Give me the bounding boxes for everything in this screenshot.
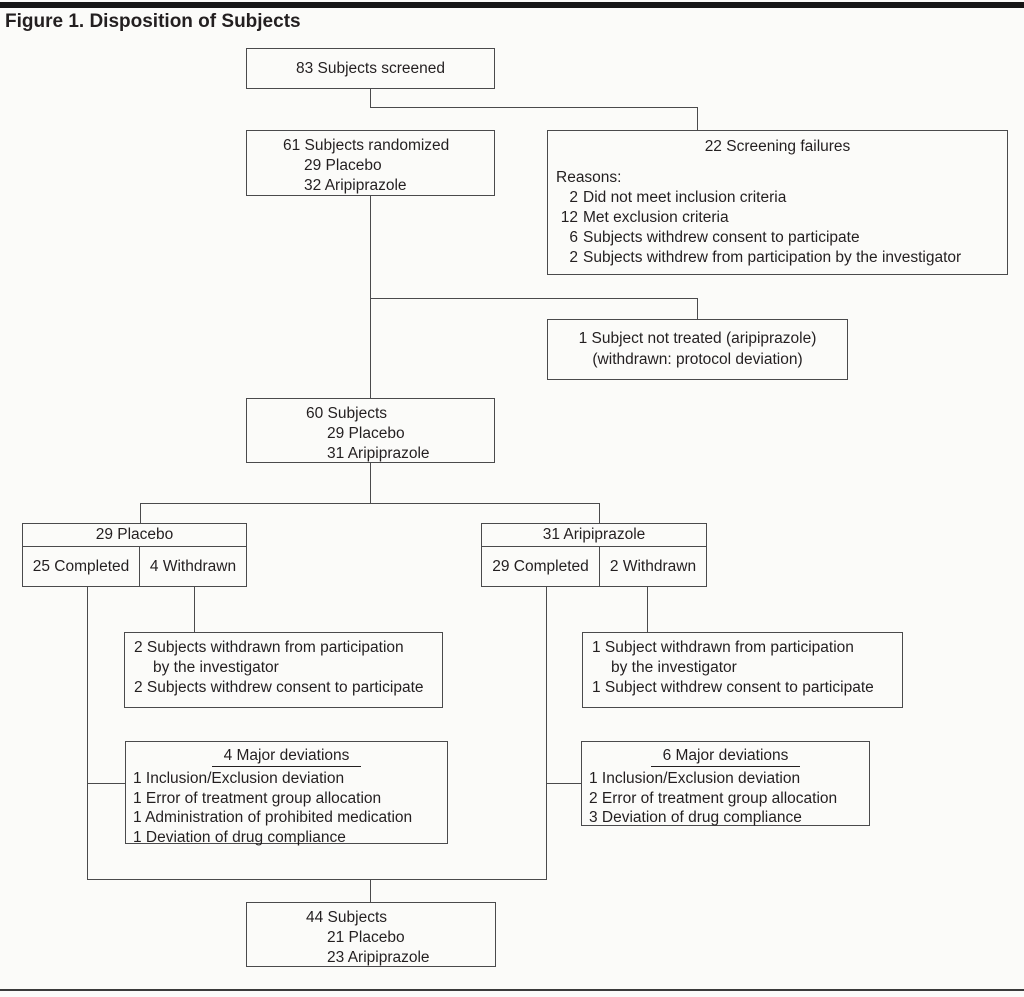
deviation-item: 1 Inclusion/Exclusion deviation bbox=[133, 770, 345, 787]
connector-treated-down bbox=[370, 462, 371, 504]
item-text: Did not meet inclusion criteria bbox=[583, 189, 787, 206]
connector-screening-branch bbox=[370, 107, 698, 108]
treated-aripiprazole: 31 Aripiprazole bbox=[327, 445, 430, 462]
treated-placebo: 29 Placebo bbox=[327, 425, 405, 442]
placebo-completed-cell bbox=[23, 547, 140, 586]
item-text: Met exclusion criteria bbox=[583, 209, 729, 226]
placebo-withdrawal-line1: 2 Subjects withdrawn from participation bbox=[134, 639, 404, 656]
screening-failures-title: 22 Screening failures bbox=[704, 138, 851, 155]
top-rule bbox=[0, 2, 1024, 8]
placebo-withdrawn-cell bbox=[140, 547, 246, 586]
box-screening-failures bbox=[547, 130, 1008, 275]
screening-failure-item bbox=[548, 188, 1007, 208]
item-text: Subjects withdrew consent to participate bbox=[583, 229, 860, 246]
item-count: 2 bbox=[569, 249, 578, 266]
connector-placebo-withdrawn-down bbox=[194, 586, 195, 633]
aripiprazole-deviations-title bbox=[582, 746, 869, 767]
connector-placebo-deviations-link bbox=[87, 783, 125, 784]
placebo-deviations-title-text: 4 Major deviations bbox=[212, 746, 362, 767]
placebo-deviations-title bbox=[126, 746, 447, 767]
item-count: 2 bbox=[569, 189, 578, 206]
connector-aripiprazole-deviations-link bbox=[546, 783, 582, 784]
deviation-item: 3 Deviation of drug compliance bbox=[589, 809, 802, 826]
aripiprazole-group-cells bbox=[482, 547, 706, 586]
connector-aripiprazole-withdrawn-down bbox=[647, 586, 648, 633]
completers-placebo: 21 Placebo bbox=[327, 929, 405, 946]
figure-title: Figure 1. Disposition of Subjects bbox=[5, 11, 301, 32]
randomized-total: 61 Subjects randomized bbox=[283, 137, 450, 154]
screening-failure-item bbox=[548, 208, 1007, 228]
table-aripiprazole-group bbox=[481, 523, 707, 587]
connector-placebo-completed-down bbox=[87, 586, 88, 880]
connector-screening-drop bbox=[697, 107, 698, 131]
box-aripiprazole-withdrawal-reasons bbox=[582, 632, 903, 708]
box-aripiprazole-major-deviations bbox=[581, 741, 870, 826]
placebo-group-header bbox=[23, 524, 246, 547]
item-count: 6 bbox=[569, 229, 578, 246]
item-text: Subjects withdrew from participation by the investigator bbox=[583, 249, 962, 266]
aripiprazole-withdrawn-cell bbox=[600, 547, 706, 586]
randomized-aripiprazole: 32 Aripiprazole bbox=[304, 177, 407, 194]
connector-placebo-drop bbox=[140, 503, 141, 524]
box-study-completers bbox=[246, 902, 496, 967]
placebo-withdrawal-line3: 2 Subjects withdrew consent to participate bbox=[134, 679, 424, 696]
treated-total: 60 Subjects bbox=[306, 405, 387, 422]
deviation-item: 1 Administration of prohibited medication bbox=[133, 809, 413, 826]
aripiprazole-withdrawn-label: 2 Withdrawn bbox=[609, 557, 697, 575]
placebo-completed-label: 25 Completed bbox=[32, 557, 130, 575]
screening-failures-reasons-label: Reasons: bbox=[556, 169, 622, 186]
connector-completers-drop bbox=[370, 879, 371, 903]
placebo-group-cells bbox=[23, 547, 246, 586]
aripiprazole-group-header bbox=[482, 524, 706, 547]
connector-completers-join bbox=[87, 879, 547, 880]
aripiprazole-deviations-title-text: 6 Major deviations bbox=[651, 746, 801, 767]
placebo-withdrawn-label: 4 Withdrawn bbox=[149, 557, 237, 575]
deviation-item: 1 Inclusion/Exclusion deviation bbox=[589, 770, 801, 787]
box-placebo-major-deviations bbox=[125, 741, 448, 844]
placebo-withdrawal-line2: by the investigator bbox=[153, 659, 279, 676]
not-treated-line2: (withdrawn: protocol deviation) bbox=[592, 351, 803, 368]
placebo-group-label: 29 Placebo bbox=[95, 526, 174, 543]
connector-screened-down bbox=[370, 89, 371, 108]
screening-failure-item bbox=[548, 228, 1007, 248]
not-treated-line1: 1 Subject not treated (aripiprazole) bbox=[578, 330, 817, 347]
aripiprazole-completed-label: 29 Completed bbox=[492, 557, 589, 575]
connector-aripiprazole-drop bbox=[599, 503, 600, 524]
box-subjects-screened bbox=[246, 48, 495, 89]
aripiprazole-withdrawal-line2: by the investigator bbox=[611, 659, 737, 676]
aripiprazole-withdrawal-line1: 1 Subject withdrawn from participation bbox=[592, 639, 854, 656]
item-count: 12 bbox=[560, 209, 578, 226]
screening-failure-item bbox=[548, 248, 1007, 268]
aripiprazole-group-label: 31 Aripiprazole bbox=[542, 526, 646, 543]
box-subject-not-treated bbox=[547, 319, 848, 380]
subjects-screened-label: 83 Subjects screened bbox=[295, 59, 446, 77]
deviation-item: 1 Deviation of drug compliance bbox=[133, 828, 346, 846]
deviation-item: 1 Error of treatment group allocation bbox=[133, 789, 382, 807]
randomized-placebo: 29 Placebo bbox=[304, 157, 382, 174]
table-placebo-group bbox=[22, 523, 247, 587]
box-placebo-withdrawal-reasons bbox=[124, 632, 443, 708]
completers-aripiprazole: 23 Aripiprazole bbox=[327, 949, 430, 966]
connector-aripiprazole-completed-down bbox=[546, 586, 547, 880]
aripiprazole-completed-cell bbox=[482, 547, 600, 586]
aripiprazole-withdrawal-line3: 1 Subject withdrew consent to participate bbox=[592, 679, 874, 696]
bottom-rule bbox=[0, 989, 1024, 991]
box-subjects-randomized bbox=[246, 130, 495, 196]
connector-not-treated-branch bbox=[370, 298, 698, 299]
connector-arm-split bbox=[140, 503, 600, 504]
connector-not-treated-drop bbox=[697, 298, 698, 320]
deviation-item: 2 Error of treatment group allocation bbox=[589, 789, 838, 807]
completers-total: 44 Subjects bbox=[306, 909, 387, 926]
box-subjects-treated bbox=[246, 398, 495, 463]
